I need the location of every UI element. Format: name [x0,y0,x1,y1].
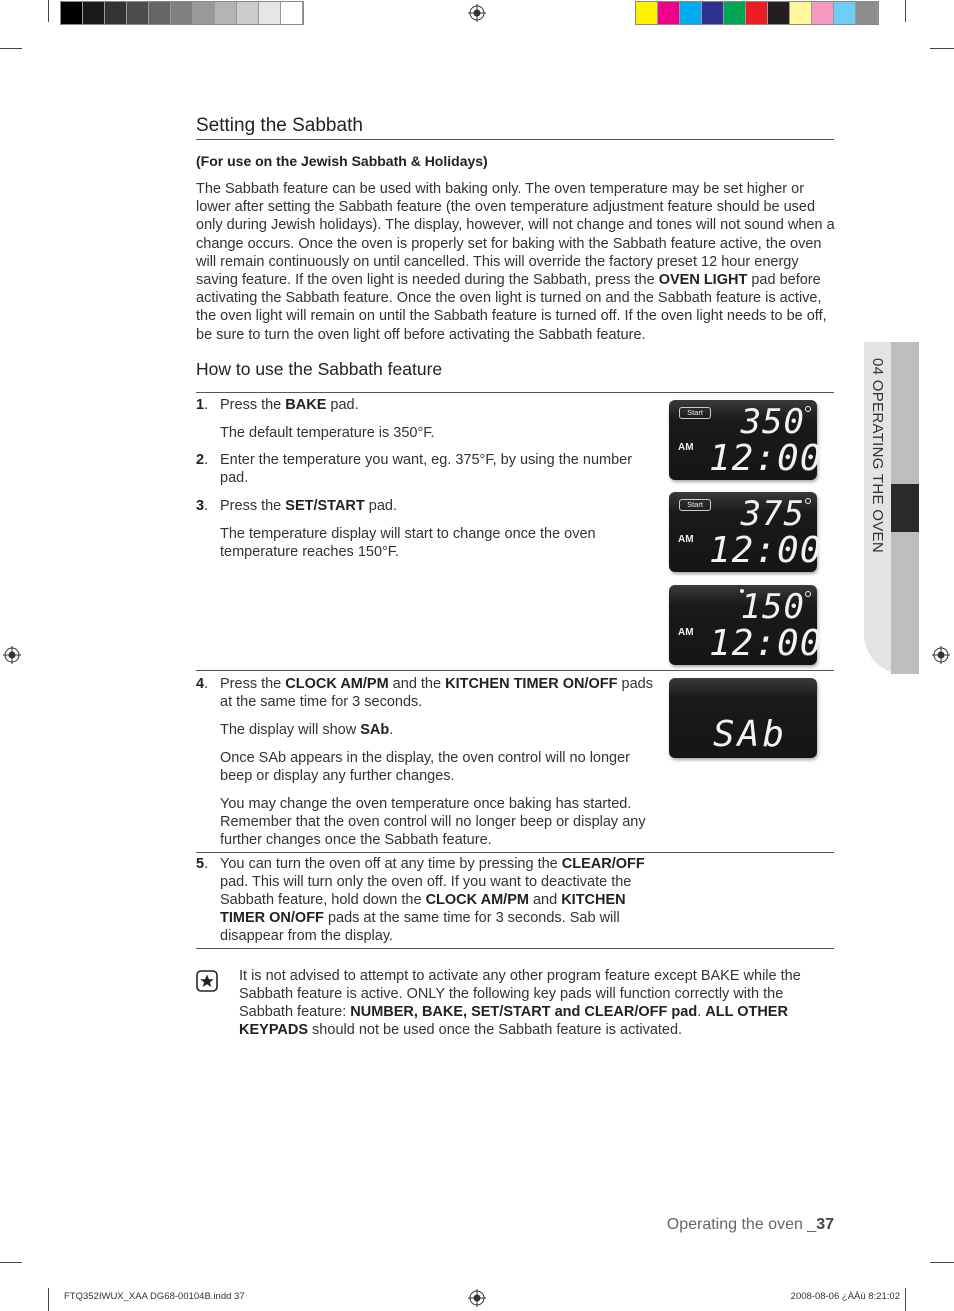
page-footer: Operating the oven _37 [666,1216,834,1233]
color-swatch [259,2,281,24]
am-indicator: AM [678,534,694,545]
registration-mark-icon [468,1289,486,1307]
color-swatch [61,2,83,24]
oven-display-set-temp [669,492,823,572]
temperature-readout: 375 [740,494,805,534]
crop-mark [0,48,22,49]
color-swatch [237,2,259,24]
start-indicator: Start [679,407,711,419]
divider [196,852,834,853]
color-swatch [856,2,878,24]
color-swatch [834,2,856,24]
divider [196,392,834,393]
am-indicator: AM [678,442,694,453]
temperature-readout: 150 [740,587,805,627]
crop-mark [905,0,906,22]
crop-mark [930,1262,954,1263]
color-swatch [768,2,790,24]
star-note-icon [196,970,218,992]
chapter-tab-label: 04 OPERATING THE OVEN [869,358,886,553]
color-swatch [790,2,812,24]
oven-display-preheating [669,585,823,665]
color-swatch [171,2,193,24]
color-swatch [680,2,702,24]
temperature-readout: 350 [740,402,805,442]
intro-paragraph: The Sabbath feature can be used with baking only. The oven temperature may be set higher or lower after setting the Sabbath feature (the oven temperature adjustment feature should be used only during Jewish holidays). The display, however, will not change and tones will not sound when a change occurs. Once the oven is properly set for baking with the Sabbath feature active, the oven will remain continuously on until cancelled. This will override the factory preset 12 hour energy saving feature. If the oven light is needed during the Sabbath, press the OVEN LIGHT pad before activating the Sabbath feature. Once the oven light is turned on and the Sabbath feature is active, the oven light will remain on until the Sabbath feature is turned off. If the oven light needs to be off, be sure to turn the oven light off before activating the Sabbath feature. [196,181,835,343]
divider [196,948,834,949]
crop-mark [905,1288,906,1311]
divider [196,670,834,671]
clock-readout: 12:00 [709,530,823,571]
crop-mark [930,48,954,49]
section-title: Setting the Sabbath [196,115,834,140]
process-color-swatch-bar [635,1,879,25]
color-swatch [636,2,658,24]
color-swatch [281,2,303,24]
color-swatch [83,2,105,24]
registration-mark-icon [3,646,21,664]
sabbath-readout: SAb [713,714,788,755]
crop-mark [0,1262,22,1263]
degree-icon [805,498,811,504]
oven-display-bake [669,400,823,480]
howto-title: How to use the Sabbath feature [196,359,443,379]
color-swatch [658,2,680,24]
color-swatch [812,2,834,24]
color-swatch [215,2,237,24]
color-swatch [193,2,215,24]
registration-mark-icon [468,4,486,22]
start-indicator: Start [679,499,711,511]
note-text: It is not advised to attempt to activate any other program feature except BAKE while the Sabbath feature is active. ONLY the following key pads will function correctly with the Sabbath feature: NUMBER, BAKE, SET/START and CLEAR/OFF pad. ALL OTHER KEYPADS should not be used once the Sabbath feature is activated. [239,968,801,1038]
color-swatch [724,2,746,24]
oven-display-sabbath [669,678,817,758]
section-subtitle: (For use on the Jewish Sabbath & Holidays) [196,153,488,169]
registration-mark-icon [932,646,950,664]
color-swatch [746,2,768,24]
clock-readout: 12:00 [709,438,823,479]
file-slug: FTQ352IWUX_XAA DG68-00104B.indd 37 [64,1291,245,1302]
am-indicator: AM [678,627,694,638]
date-slug: 2008-08-06 ¿ÀÀü 8:21:02 [790,1291,900,1302]
color-swatch [127,2,149,24]
color-swatch [702,2,724,24]
color-swatch [149,2,171,24]
clock-readout: 12:00 [709,623,823,664]
degree-icon [805,591,811,597]
color-swatch [105,2,127,24]
degree-icon [805,406,811,412]
grayscale-swatch-bar [60,1,304,25]
crop-mark [48,0,49,22]
crop-mark [48,1288,49,1311]
